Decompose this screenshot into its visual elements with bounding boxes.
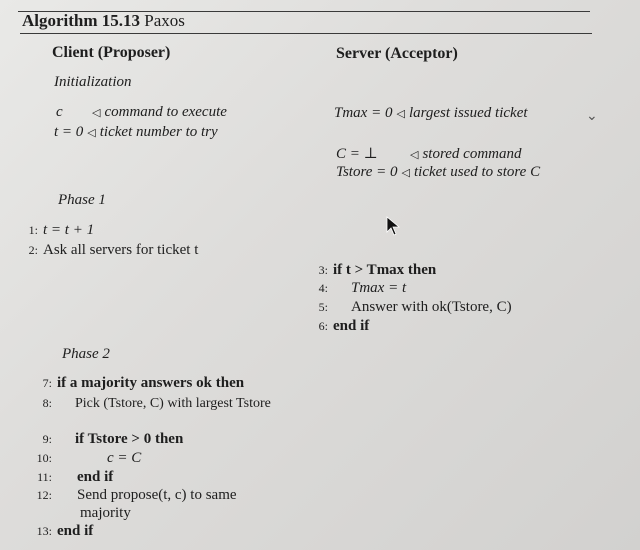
line-number: 6: [318, 319, 328, 333]
line-12-continued [80, 505, 131, 522]
line-text: if a majority answers ok then [57, 375, 245, 391]
comment-triangle-icon: ◁ [410, 149, 419, 161]
comment-triangle-icon: ◁ [396, 108, 405, 120]
client-init-c-comment: command to execute [104, 104, 227, 120]
line-text: majority [80, 505, 131, 521]
line-9 [30, 431, 183, 448]
line-number: 3: [318, 263, 328, 277]
line-8 [30, 395, 271, 412]
line-text: Send propose(t, c) to same [77, 487, 237, 503]
line-text: c = C [107, 450, 142, 466]
line-number: 12: [36, 488, 52, 502]
line-5 [306, 299, 512, 316]
line-number: 8: [42, 396, 52, 410]
line-number: 1: [28, 223, 38, 237]
line-number: 9: [42, 432, 52, 446]
line-text: end if [77, 469, 114, 485]
line-4 [306, 280, 406, 297]
line-number: 10: [36, 451, 52, 465]
line-2 [16, 242, 198, 259]
client-init-t-var: t = 0 [54, 124, 84, 140]
line-6 [306, 318, 369, 335]
phase1-label: Phase 1 [58, 192, 106, 208]
line-1 [16, 222, 94, 239]
client-init-t [54, 124, 218, 141]
mouse-cursor-icon [386, 216, 400, 236]
line-12 [30, 487, 237, 504]
line-text: end if [57, 523, 94, 539]
line-text: Tmax = t [351, 280, 407, 296]
server-init-c-comment: stored command [422, 146, 522, 162]
line-3 [306, 262, 436, 279]
phase2-label: Phase 2 [62, 346, 110, 362]
line-number: 2: [28, 243, 38, 257]
line-text: Pick (Tstore, C) with largest Tstore [75, 396, 271, 411]
line-text: end if [333, 318, 370, 334]
line-number: 7: [42, 376, 52, 390]
server-init-tmax-var: Tmax = 0 [334, 105, 393, 121]
line-text: if Tstore > 0 then [75, 431, 184, 447]
server-init-tstore-var: Tstore = 0 [336, 164, 398, 180]
line-text: if t > Tmax then [333, 262, 437, 278]
server-header: Server (Acceptor) [336, 45, 458, 62]
line-13 [30, 523, 93, 540]
server-init-tmax-comment: largest issued ticket [408, 105, 528, 121]
server-init-c [336, 144, 522, 163]
pen-mark: ⌄ [586, 109, 598, 124]
title-rule [20, 33, 592, 34]
client-init-c [56, 104, 227, 121]
line-text: t = t + 1 [43, 222, 95, 238]
algorithm-number: Algorithm 15.13 [22, 11, 141, 30]
line-number: 11: [37, 470, 52, 484]
line-text: Ask all servers for ticket t [43, 242, 199, 258]
comment-triangle-icon: ◁ [92, 107, 101, 119]
algorithm-title [22, 11, 185, 31]
comment-triangle-icon: ◁ [87, 127, 96, 139]
line-text: Answer with ok(Tstore, C) [351, 299, 512, 315]
line-11 [30, 469, 113, 486]
algorithm-name: Paxos [144, 11, 185, 30]
line-7 [30, 375, 244, 392]
server-init-tstore [336, 164, 540, 181]
line-number: 13: [36, 524, 52, 538]
comment-triangle-icon: ◁ [401, 167, 410, 179]
client-init-t-comment: ticket number to try [99, 124, 218, 140]
server-init-c-var: C = ⊥ [336, 146, 378, 162]
server-init-tstore-comment: ticket used to store C [414, 164, 541, 180]
line-number: 4: [318, 281, 328, 295]
line-number: 5: [318, 300, 328, 314]
server-init-tmax [334, 105, 528, 122]
line-10 [30, 450, 141, 467]
client-header: Client (Proposer) [52, 44, 171, 61]
initialization-label: Initialization [54, 74, 132, 90]
client-init-c-var: c [56, 104, 63, 120]
